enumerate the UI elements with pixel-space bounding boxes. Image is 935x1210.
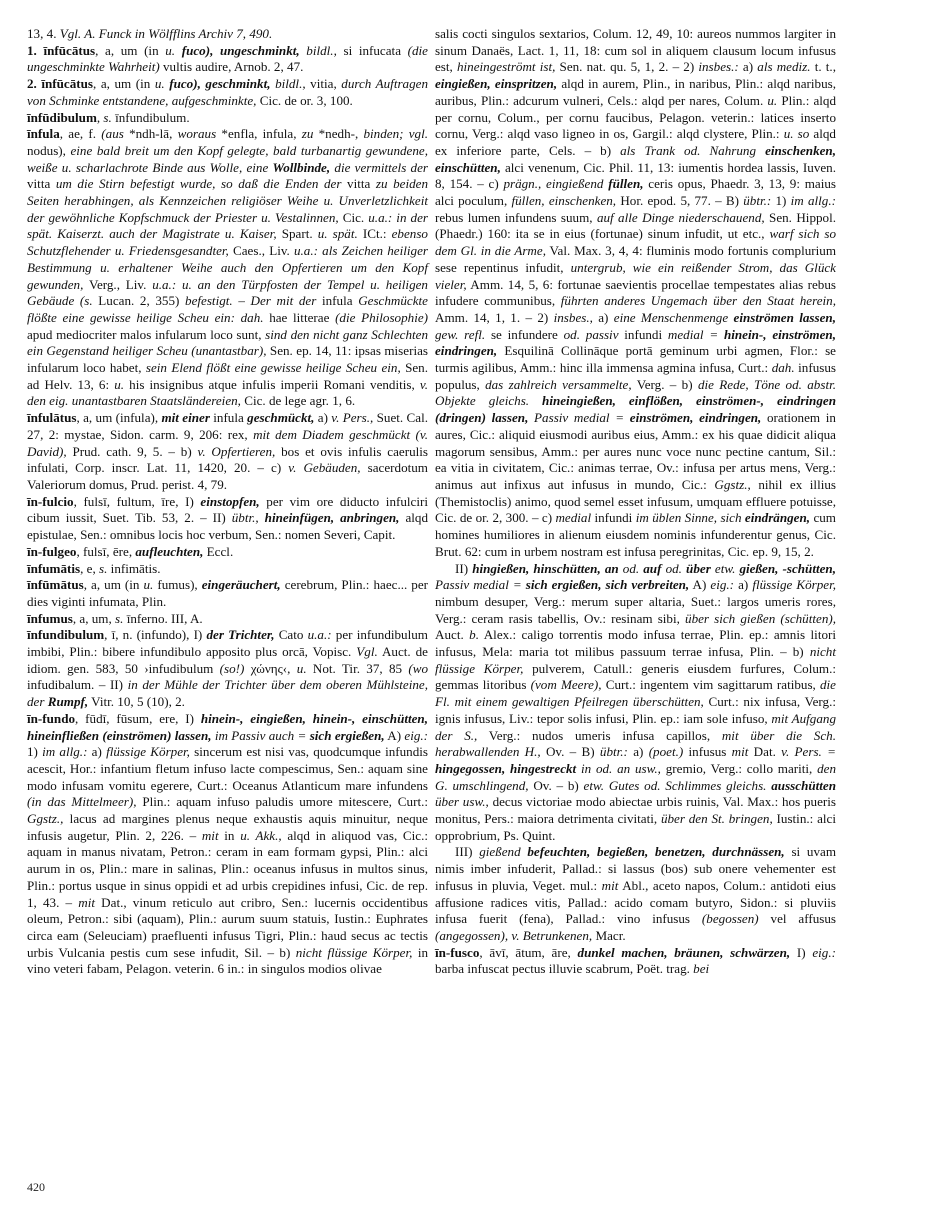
entry-infumus: īnfumus, a, um, s. īnferno. III, A. (27, 610, 203, 626)
entry-infusco: īn-fusco, āvī, ātum, āre, dunkel machen, bräunen, schwärzen, I) eig.: barba infuscat pectus illuvie scabrum, Poët. trag. bei (435, 944, 836, 977)
left-column (27, 26, 428, 978)
entry-infucatus-1: 1. īnfūcātus, a, um (in u. fuco), ungeschminkt, bildl., si infucata (die ungeschminkte Wahrheit) vultis audire, Arnob. 2, 47. (27, 42, 428, 75)
entry-infundibulum: īnfundibulum, ī, n. (infundo), I) der Trichter, Cato u.a.: per infundibulum imbibi, Plin.: bibere infundibulo apposito plus orcā, Vopisc. Vgl. Auct. de idiom. gen. 583, 50 ›infudibulum (so!) χώνης‹, u. Not. Tir. 37, 85 (wo infudibalum. – II) in der Mühle der Trichter über dem oberen Mühlsteine, der Rumpf, Vitr. 10, 5 (10), 2. (27, 627, 429, 710)
entry-infulcio: īn-fulcio, fulsī, fultum, īre, I) einstopfen, per vim ore diducto infulciri cibum iussit, Suet. Tib. 53, 2. – II) übtr., hineinfügen, anbringen, alqd epistulae, Sen.: omnibus locis hoc verbum, Sen.: nomen Severi, Capit. (27, 493, 428, 543)
entry-infula: īnfula, ae, f. (aus *ndh-lā, woraus *enfla, infula, zu *nedh-, binden; vgl. nodus), eine bald breit um den Kopf gelegte, bald turbanartig gewundene, weiße u. scharlachrote Binde aus Wolle, eine Wollbinde, die vermittels der vitta um die Stirn befestigt wurde, so daß die Enden der vitta zu beiden Seiten herabhingen, als Kennzeichen religiöser Weihe u. Unverletzlichkeit der gewöhnliche Kopfschmuck der Priester u. Vestalinnen, Cic. u.a.: in der spät. Kaiserzt. auch der Magistrate u. Kaiser, Spart. u. spät. ICt.: ebenso Schutzflehender u. Friedensgesandter, Caes., Liv. u.a.: als Zeichen heiliger Bestimmung u. erhaltener Weihe auch den Opfertieren um den Kopf gewunden, Verg., Liv. u.a.: u. an den Türpfosten der Tempel u. heiligen Gebäude (s. Lucan. 2, 355) befestigt. – Der mit der infula Geschmückte flößte eine gewisse heilige Scheu ein: dah. hae litterae (die Philosophie) apud mediocriter malos infularum loco sunt, sind den nicht ganz Schlechten ein Gegenstand heiliger Scheu (unantastbar), Sen. ep. 14, 11: ipsas miserias infularum loco habet, sein Elend flößt eine gewisse heilige Scheu ein, Sen. ad Helv. 13, 6: u. his insignibus atque infulis imperii Romani venditis, v. den eig. unantastbaren Staatsländereien, Cic. de lege agr. 1, 6. (27, 126, 429, 409)
entry-infulatus: īnfulātus, a, um (infula), mit einer infula geschmückt, a) v. Pers., Suet. Cal. 27, 2: mystae, Sidon. carm. 9, 206: rex, mit dem Diadem geschmückt (v. David), Prud. cath. 9, 5. – b) v. Opfertieren, bos et ovis infulis caerulis infulati, Corp. inscr. Lat. 11, 1420, 20. – c) v. Gebäuden, sacerdotum Valeriorum domus, Prud. perist. 4, 79. (27, 410, 429, 492)
entry-infumatis: īnfumātis, e, s. infimātis. (27, 560, 161, 576)
entry-infudibulum: īnfūdibulum, s. īnfundibulum. (27, 109, 190, 125)
entry-infundo-section-3: III) gießend befeuchten, begießen, benetzen, durchnässen, si uvam nimis imber infuderit, Pallad.: si lassus (bos) sub onere vehementer est infusus in pluvia, Veget. mul.: mit Abl., aceto napos, Colum.: antidoti eius affusione radices vitis, Pallad.: acido comam butyro, Sidon.: si pluviis infusa fuerit (fena), Pallad.: vino infusus (begossen) vel affusus (angegossen), v. Betrunkenen, Macr. (435, 844, 837, 943)
entry-infumatus: īnfūmātus, a, um (in u. fumus), eingeräuchert, cerebrum, Plin.: haec... per dies viginti infumata, Plin. (27, 577, 428, 609)
page-number: 420 (27, 1180, 45, 1194)
entry-infulgeo: īn-fulgeo, fulsī, ēre, aufleuchten, Eccl. (27, 543, 234, 559)
entry-paragraph: 13, 4. Vgl. A. Funck in Wölfflins Archiv 7, 490. (27, 26, 273, 41)
entry-infundo-continued: salis cocti singulos sextarios, Colum. 12, 49, 10: aureos nummos largiter in sinum Danaës, Lact. 1, 11, 18: cum sol in aliquem clausum locum infusus est, hineingeströmt ist, Sen. nat. qu. 5, 1, 2. – 2) insbes.: a) als mediz. t. t., eingießen, einspritzen, alqd in aurem, Plin., in naribus, Plin.: alqd naribus, auribus, Plin.: adcurum vulneri, Cels.: alqd per nares, Colum. u. Plin.: alqd per cornu, Colum., per cornu faucibus, Pelagon. veterin.: latices inserto cornu, Verg.: alqd vaso ligneo in os, Gargil.: alqd clystere, Plin.: u. so alqd ex inferiore parte, Cels. – b) als Trank od. Nahrung einschenken, einschütten, alci venenum, Cic. Phil. 11, 13: iumentis hordea lassis, Iuven. 8, 154. – c) prägn., eingießend füllen, ceris opus, Phaedr. 3, 13, 9: maius alci poculum, füllen, einschenken, Hor. epod. 5, 77. – B) übtr.: 1) im allg.: rebus lumen infundens suum, auf alle Dinge niederschauend, Sen. Hippol. (Phaedr.) 160: ita se in eius (fortunae) sinum infudit, ut etc., warf sich so dem Gl. in die Arme, Val. Max. 3, 4, 4: fluminis modo fortunis complurium sese repentinus infudit, untergrub, wie ein reißender Strom, das Glück vieler, Amm. 14, 5, 6: fortunae saevientis procellae tempestates alias rebus infudere communibus, führten anderes Ungemach über den Staat herein, Amm. 14, 1, 1. – 2) insbes., a) eine Menschenmenge einströmen lassen, gew. refl. se infundere od. passiv infundi medial = hinein-, einströmen, eindringen, Esquilinā Collināque portā geminum urbi agmen, Flor.: se turmis agilibus, Amm.: hinc illa immensa agmina infusa, Curt.: dah. infusus populus, das zahlreich versammelte, Verg. – b) die Rede, Töne od. abstr. Objekte gleichs. hineingießen, einflößen, einströmen-, eindringen (dringen) lassen, Passiv medial = einströmen, eindringen, orationem in aures, Cic.: aliquid eiusmodi auribus eius, Amm.: ex his quae didicit aliqua magorum sensibus, Amm.: per aures nunc voce nunc pectine cantum, Sil.: ea vitia in civitatem, Cic.: animas terrae, Ov.: infusa per artus mens, Verg.: animus aut infixus aut infusus in mundo, Cic.: Ggstz., nihil ex illius (Themistoclis) animo, quod semel esset infusum, umquam effluere potuisse, Cic. de or. 2, 300. – c) medial infundi im üblen Sinne, sich eindrängen, cum homines humiliores in alienum eiusdem nominis infunderentur genus, Cic. Brut. 62: cum in urbem nostram est infusa peregrinitas, Cic. ep. 9, 15, 2. (435, 26, 837, 559)
entry-infucatus-2: 2. īnfūcātus, a, um (in u. fuco), geschminkt, bildl., vitia, durch Auftragen von Schminke entstandene, aufgeschminkte, Cic. de or. 3, 100. (27, 76, 429, 108)
right-column (435, 26, 836, 978)
entry-infundo-section-2: II) hingießen, hinschütten, an od. auf od. über etw. gießen, -schütten, Passiv medial = sich ergießen, sich verbreiten, A) eig.: a) flüssige Körper, nimbum desuper, Verg.: merum super altaria, Suet.: largos umeris rores, Verg.: ceram rasis tabellis, Ov.: resinam sibi, über sich gießen (schütten), Auct. b. Alex.: caligo torrentis modo infusa terrae, Plin. ep.: amnis litori infusus, Mela: maria tot milibus passuum terrae infusa, Plin. – b) nicht flüssige Körper, pulverem, Catull.: generis eiusdem furfures, Colum.: gemmas litoribus (vom Meere), Curt.: ingentem vim sagittarum ratibus, die Fl. mit einem gewaltigen Pfeilregen überschütten, Curt.: nix infusa, Verg.: ignis infusus, Liv.: tepor solis infusi, Plin. ep.: iam sole infuso, mit Aufgang der S., Verg.: nudos umeris infusa capillos, mit über die Sch. herabwallenden H., Ov. – B) übtr.: a) (poet.) infusus mit Dat. v. Pers. = hingegossen, hingestreckt in od. an usw., gremio, Verg.: collo mariti, den G. umschlingend, Ov. – b) etw. Gutes od. Schlimmes gleichs. ausschütten über usw., decus victoriae modo abiectae urbis ruinis, Val. Max.: hos pueris monitus, Pers.: maiora detrimenta civitati, über den St. bringen, Iustin.: alci opprobrium, Ps. Quint. (435, 560, 837, 843)
entry-infundo: īn-fundo, fūdī, fūsum, ere, I) hinein-, eingießen, hinein-, einschütten, hineinfließen (einströmen) lassen, im Passiv auch = sich ergießen, A) eig.: 1) im allg.: a) flüssige Körper, sincerum est nisi vas, quodcumque infundis acescit, Hor.: infantium fletum infuso lacte compescimus, Sen.: aquam sine modo infusam vomitu egerere, Curt.: Oceanus Atlanticum mare infundens (in das Mittelmeer), Plin.: aquam infuso paludis umore mitescere, Curt.: Ggstz., lacus ad margines plenus neque exhaustis aquis minuitur, neque infusis augetur, Plin. 2, 226. – mit in u. Akk., alqd in aliquod vas, Cic.: aquam in manus nivatam, Petron.: ceram in eam formam gypsi, Plin.: alci aurum in os, Plin.: mare in salinas, Plin.: oceanus infusus in multos sinus, Plin.: portus usque in sinus oppidi et ad urbis crepidines infusi, Cic. de rep. 1, 43. – mit Dat., vinum reticulo aut cribro, Sen.: lucernis occidentibus oleum, Petron.: sibi (aquam), Plin.: aurum suum statuis, Iustin.: Euphrates circa eam (Seleuciam) praefluenti infusus Tigri, Plin.: haud secus ac tectis urbis Vulcania pestis cum sese infudit, Sil. – b) nicht flüssige Körper, in vino veteri fabam, Pelagon. veterin. 6 in.: in singulos modios olivae (27, 710, 429, 977)
